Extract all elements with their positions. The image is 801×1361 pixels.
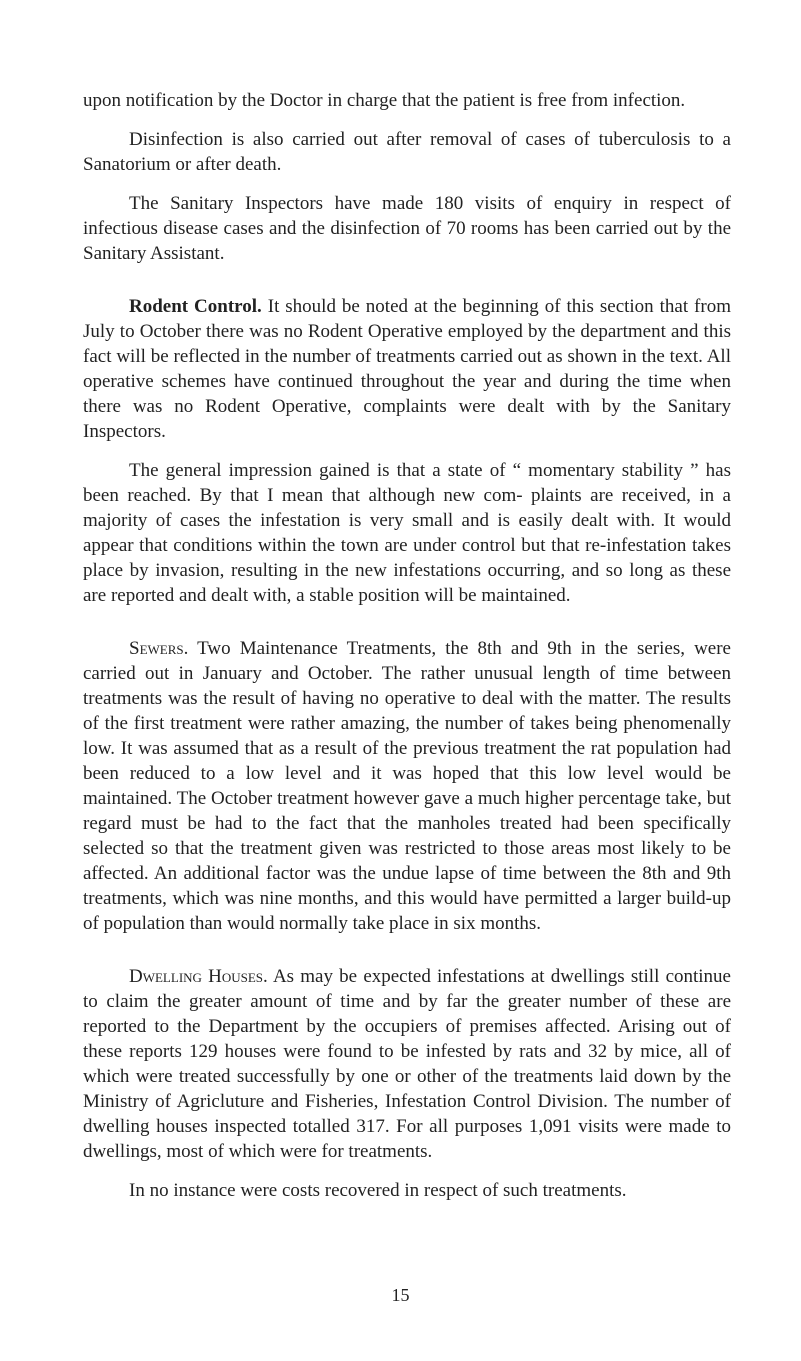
rodent-control-text: It should be noted at the beginning of this section that from July to October there was no Rodent Operative employed by the department and this fact will be reflected in the number of treatments carried out as shown in the text. All operative schemes have continued throughout the year and during the time when there was no Rodent Operative, complaints were dealt with by the Sanitary Inspectors. [83, 296, 731, 442]
page-number: 15 [391, 1285, 410, 1305]
paragraph-general-impression: The general impression gained is that a state of “ momentary stability ” has been reached. By that I mean that although new com- plaints are received, in a majority of cases the infestation is very small and is easily dealt with. It would appear that conditions within the town are under control but that re-infestation takes place by invasion, resulting in the new infestations occurring, and so long as these are reported and dealt with, a stable position will be maintained. [83, 460, 731, 606]
document-page [83, 88, 731, 1203]
paragraph-notification: upon notification by the Doctor in charge that the patient is free from infection. [83, 90, 686, 111]
rodent-control-heading: Rodent Control. [129, 296, 262, 317]
sewers-heading: Sewers. [129, 638, 189, 659]
paragraph-sanitary-inspectors: The Sanitary Inspectors have made 180 visits of enquiry in respect of infectious disease cases and the disinfection of 70 rooms has been carried out by the Sanitary Assistant. [83, 193, 731, 264]
dwelling-houses-text: As may be expected infestations at dwellings still continue to claim the greater amount of time and by far the greater number of these are reported to the Department by the occupiers of premises affected. Arising out of these reports 129 houses were found to be infested by rats and 32 by mice, all of which were treated successfully by one or other of the treatments laid down by the Ministry of Agricluture and Fisheries, Infestation Control Division. The number of dwelling houses inspected totalled 317. For all purposes 1,091 visits were made to dwellings, most of which were for treatments. [83, 966, 731, 1162]
paragraph-rodent-control [83, 294, 731, 444]
paragraph-costs: In no instance were costs recovered in respect of such treatments. [129, 1180, 627, 1201]
paragraph-dwelling-houses [83, 964, 731, 1164]
paragraph-disinfection: Disinfection is also carried out after removal of cases of tuberculosis to a Sanatorium or after death. [83, 129, 731, 175]
dwelling-houses-heading: Dwelling Houses. [129, 966, 268, 987]
paragraph-sewers [83, 636, 731, 936]
sewers-text: Two Maintenance Treatments, the 8th and 9th in the series, were carried out in January and October. The rather unusual length of time between treatments was the result of having no operative to deal with the matter. The results of the first treatment were rather amazing, the number of takes being phenomenally low. It was assumed that as a result of the previous treatment the rat population had been reduced to a low level and it was hoped that this low level would be maintained. The October treatment however gave a much higher percentage take, but regard must be had to the fact that the manholes treated had been specifically selected so that the treatment given was restricted to those areas most likely to be affected. An additional factor was the undue lapse of time between the 8th and 9th treatments, which was nine months, and this would have permitted a larger build-up of population than would normally take place in six months. [83, 638, 731, 934]
